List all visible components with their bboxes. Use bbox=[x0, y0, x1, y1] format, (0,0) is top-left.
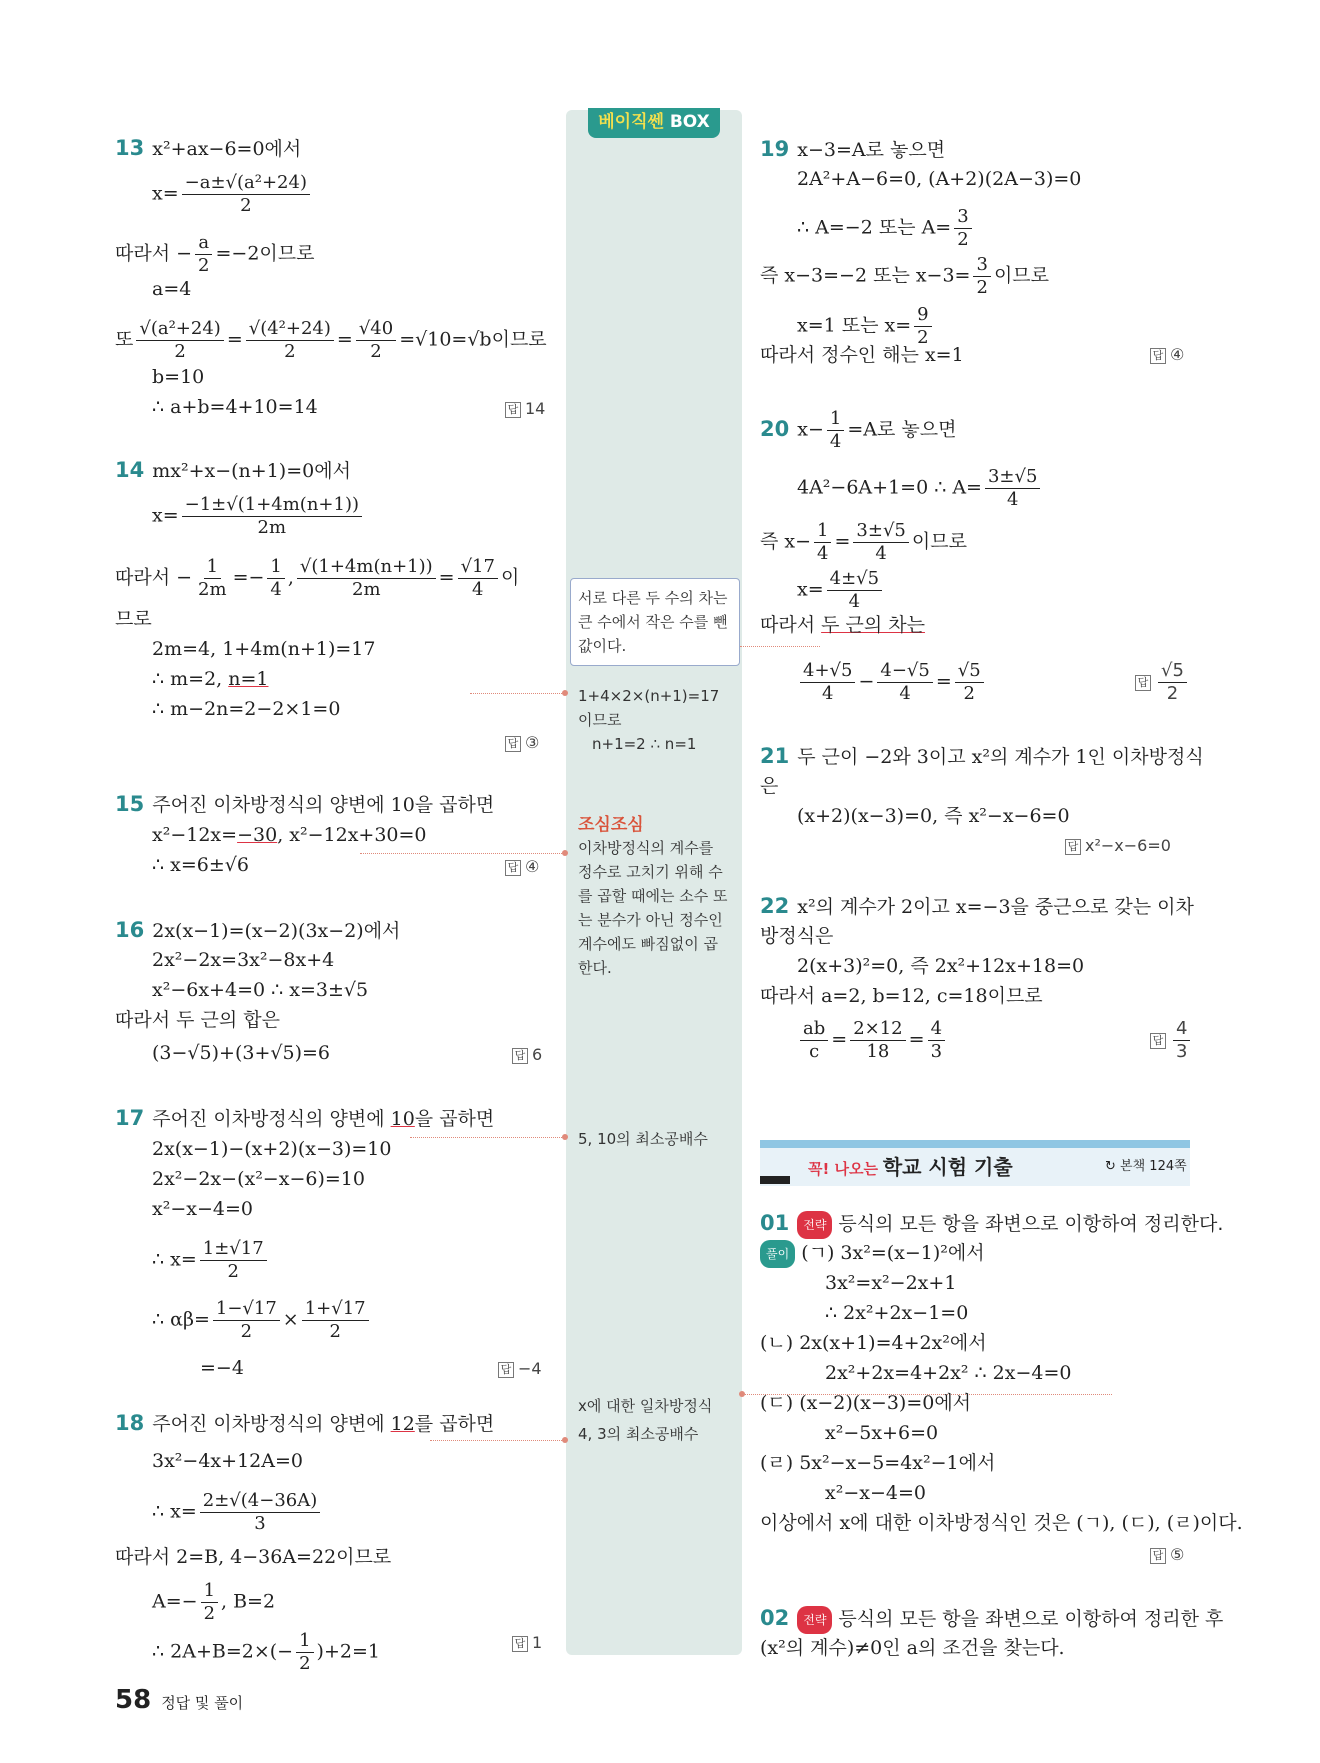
note-lcm-5-10: 5, 10의 최소공배수 bbox=[578, 1130, 708, 1148]
answer-20: 답 $\frac{√5}{2}$ bbox=[1135, 660, 1190, 705]
connector-dot bbox=[562, 1134, 568, 1140]
answer-16: 답 6 bbox=[512, 1042, 542, 1068]
basic-box-title: 베이직쎈 BOX bbox=[566, 108, 742, 138]
connector-dot bbox=[739, 1391, 745, 1397]
section-title: 학교 시험 기출 bbox=[882, 1155, 1013, 1179]
answer-13: 답 14 bbox=[505, 396, 545, 422]
answer-01: 답 ⑤ bbox=[1150, 1542, 1184, 1568]
connector-dot bbox=[562, 1437, 568, 1443]
answer-18: 답 1 bbox=[512, 1630, 542, 1656]
note-card-text: 서로 다른 두 수의 차는 큰 수에서 작은 수를 뺀 값이다. bbox=[578, 589, 728, 655]
page-footer bbox=[115, 1685, 243, 1715]
caution-text: 이차방정식의 계수를 정수로 고치기 위해 수 를 곱할 때에는 소수 또 는 분수가 아닌 정수인 계수에도 빠짐없이 곱 한다. bbox=[578, 839, 728, 977]
connector-dot bbox=[562, 690, 568, 696]
note-linear-eq: x에 대한 일차방정식 bbox=[578, 1397, 713, 1415]
connector-line bbox=[430, 1440, 566, 1441]
answer-14: 답 ③ bbox=[505, 730, 539, 756]
note-n-eq: 1+4×2×(n+1)=17 이므로 n+1=2 ∴ n=1 bbox=[578, 687, 720, 753]
note-lcm-4-3: 4, 3의 최소공배수 bbox=[578, 1425, 699, 1443]
answer-22: 답 $\frac{4}{3}$ bbox=[1150, 1018, 1193, 1063]
answer-17: 답 −4 bbox=[498, 1356, 542, 1382]
refresh-icon: ↻ bbox=[1105, 1159, 1116, 1174]
connector-line bbox=[410, 1137, 566, 1138]
connector-line bbox=[740, 646, 820, 647]
caution-heading: 조심조심 bbox=[578, 815, 644, 835]
page-number: 58 bbox=[115, 1685, 152, 1715]
page-label: 정답 및 풀이 bbox=[161, 1694, 244, 1712]
answer-19: 답 ④ bbox=[1150, 342, 1184, 368]
answer-15: 답 ④ bbox=[505, 854, 539, 880]
section-header: 꼭! 나오는 학교 시험 기출 ↻ 본책 124쪽 bbox=[760, 1140, 1190, 1186]
book-ref: ↻ 본책 124쪽 bbox=[1105, 1159, 1187, 1174]
basic-box-panel bbox=[566, 110, 742, 1655]
connector-dot bbox=[562, 850, 568, 856]
connector-line bbox=[470, 693, 566, 694]
answer-21: 답 x²−x−6=0 bbox=[1065, 833, 1171, 859]
